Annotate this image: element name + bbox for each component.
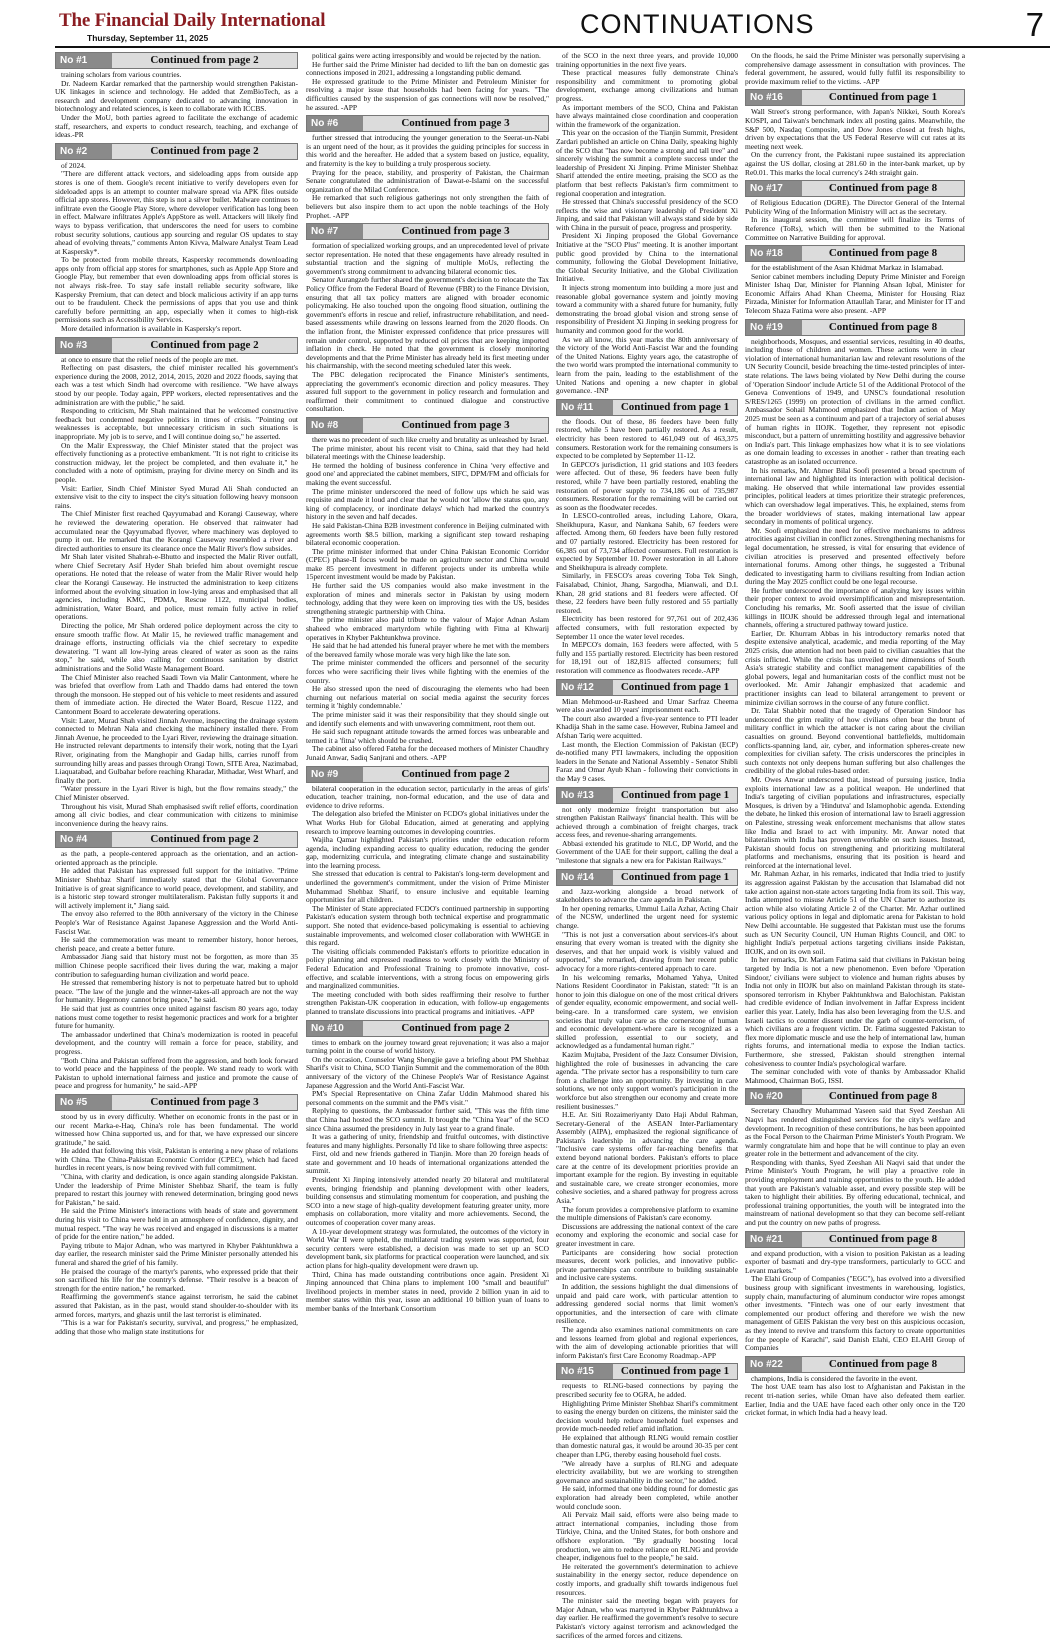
paragraph: He praised the courage of the martyr's parents, who expressed pride that their son sacrificed his life for the country's defense. "Their resolve is a beacon of strength for the entire nation," he remarked. bbox=[55, 1266, 298, 1293]
paragraph: PM's Special Representative on China Zafar Uddin Mahmood shared his personal comments on the summit and the PM's visit." bbox=[306, 1089, 549, 1107]
continued-label: Continued from page 1 bbox=[620, 680, 730, 693]
paragraph: The forum provides a comprehensive platform to examine the multiple dimensions of Pakistan's care economy. bbox=[556, 1204, 738, 1223]
paragraph: The meeting concluded with both sides reaffirming their resolve to further strengthen Pakistan-UK cooperation in education, with follow-up engagements planned to translate discussions into practical programs and initiatives. -APP bbox=[306, 989, 549, 1016]
paragraph: The prime minister also paid tribute to the valour of Major Adnan Aslam shaheed who embraced martyrdom while fighting with Fitna al Khwarij operatives in Khyber Pakhtunkhwa province. bbox=[306, 615, 549, 642]
story-number: No #12 bbox=[557, 680, 613, 695]
story bbox=[745, 1088, 965, 1227]
section-title: CONTINUATIONS bbox=[580, 9, 815, 39]
paragraph: stood by us in every difficulty. Whether on economic fronts in the past or in our recent Marka-e-Haq, China's role has been fundamental. The world witnessed how China supported us, and for that, we have expressed our sincere gratitude," he said. bbox=[55, 1111, 298, 1147]
paragraph: Responding with thanks, Syed Zeeshan Ali Naqvi said that under the Prime Minister's Youth Program, he will play a proactive role in providing employment and training opportunities to the youth. He added that youth are Pakistan's valuable asset, and every possible step will be taken to highlight their abilities. By offering educational, technical, and professional training opportunities, the youth will be integrated into the mainstream of national development so that they can become self-reliant and put the country on new paths of progress. bbox=[745, 1157, 965, 1228]
story-body bbox=[55, 1113, 298, 1336]
paragraph: Mr. Rahman Azhar, in his remarks, indicated that India tried to justify its aggression against Pakistan by the accusation that Islamabad did not take action against non-state actors targeting India from its soil. This way, India attempted to misuse Article 51 of the UN Charter to authorize its action while also violating Article 2 of the Charter. Mr. Azhar outlined various policy options in legal and diplomatic arena for Pakistan to hold New Delhi accountable. He suggested that Pakistan must use the forums such as UN Security Council, UN Human Rights Council, and OIC to highlight India's perpetual actions targeting civilians inside Pakistan, IIOJK, and on its own soil. bbox=[745, 869, 965, 956]
paragraph: Kazim Mujtaba, President of the Jazz Consumer Division, highlighted the role of businesses in advancing the care agenda. "The private sector has a responsibility to turn care from a challenge into an opportunity. By investing in care solutions, we not only support women's participation in the workforce but also strengthen our economy and create more resilient businesses." bbox=[556, 1049, 738, 1111]
paragraph: First, old and new friends gathered in Tianjin. More than 20 foreign heads of state and government and 10 heads of international organizations attended the summit. bbox=[306, 1149, 549, 1176]
paragraph: Secretary Chaudhry Muhammad Yaseen said that Syed Zeeshan Ali Naqvi has rendered distinguished services for the city's welfare and development. In recognition of these contributions, he has been appointed as the Focal Person to the Chairman Prime Minister's Youth Program. We warmly congratulate him and hope that he will continue to play an even greater role in the betterment and advancement of the city. bbox=[745, 1106, 965, 1159]
paragraph: This year on the occasion of the Tianjin Summit, President Zardari published an article on China Daily, speaking highly of the SCO that "has now become a strong and tall tree" and sincerely wishing the summit a complete success under the leadership of President Xi Jinping. Prime Minister Shehbaz Sharif attended the entire meeting, praising the SCO as the platform that best reflects Pakistan's firm commitment to regional cooperation and integration. bbox=[556, 128, 738, 198]
story-number: No #5 bbox=[56, 1095, 112, 1110]
story bbox=[306, 52, 549, 112]
paragraph: The envoy also referred to the 80th anniversary of the victory in the Chinese People's War of Resistance Against Japanese Aggression and the World Anti-Fascist War. bbox=[55, 909, 298, 936]
paragraph: H.E. Ar. Siti Rozaimeriyanty Dato Haji Abdul Rahman, Secretary-General of the ASEAN Inter-Parliamentary Assembly (AIPA), emphasized the regional significance of Pakistan's leadership in advancing the care agenda. "Inclusive care systems offer far-reaching benefits that extend beyond national borders. Pakistan's efforts to place care at the centre of its development priorities provide an important example for the region. By investing in equitable and sustainable care, we create stronger economies, more cohesive societies, and a shared pathway for progress across Asia." bbox=[556, 1110, 738, 1206]
paragraph: He said, informed that one bidding round for domestic gas exploration had already been completed, while another would conclude soon. bbox=[556, 1484, 738, 1511]
story bbox=[745, 180, 965, 242]
continued-label: Continued from page 8 bbox=[828, 1090, 938, 1103]
continued-label: Continued from page 3 bbox=[401, 225, 510, 238]
story bbox=[306, 766, 549, 1017]
story-header bbox=[55, 337, 298, 354]
paragraph: political gains were acting irresponsibly and would be rejected by the nation. bbox=[312, 51, 541, 60]
paragraph: It injects strong momentum into building a more just and reasonable global governance system and jointly moving toward a community with a shared future for humanity, fully demonstrating the broad global vision and strong sense of responsibility of President Xi Jinping in seeking progress for humanity and common good for the world. bbox=[556, 283, 738, 335]
story-body bbox=[556, 418, 738, 676]
paragraph: Earlier, Dr. Khurram Abbas in his introductory remarks noted that despite extensive analytical, academic, and media reporting of the May 2025 crisis, due attention had not been paid to civilian casualties that the crisis inflicted. While the crisis has unveiled new dimensions of South Asia's strategic stability and conflict management capabilities of the global powers, legal and humanitarian costs of the conflict must not be overlooked. Mr. Amir Jahangir emphasized that academic and practitioner insights can lead to bilateral arrangement to prevent or minimize civilian sorrows in the course of any future conflict. bbox=[745, 628, 965, 707]
paragraph: times to embark on the journey toward great rejuvenation; it was also a major turning point in the course of world history. bbox=[306, 1037, 549, 1056]
paragraph: Ambassador Jiang said that history must not be forgotten, as more than 35 million Chinese people sacrificed their lives during the war, making a major contribution to safeguarding human civilization and world peace. bbox=[55, 952, 298, 979]
paragraph: The host UAE team has also lost to Afghanistan and Pakistan in the recent tri-nation series, while Oman have also defeated them earlier. Earlier, India and the UAE have faced each other only once in the T20 cricket format, in which India had a heavy lead. bbox=[745, 1382, 965, 1418]
paragraph: Third, China has made outstanding contributions once again. President Xi Jinping announced that China plans to implement 100 "small and beautiful" livelihood projects in member states in need, provide 2 billion yuan in aid to member states within this year, issue an additional 10 billion yuan of loans to member banks of the Interbank Consortium bbox=[306, 1269, 549, 1313]
story-body bbox=[745, 1250, 965, 1353]
masthead bbox=[55, 4, 1050, 44]
paragraph: The prime minister commended the officers and personnel of the security forces who were sacrificing their lives while fighting with the enemies of the country. bbox=[306, 658, 549, 685]
story bbox=[745, 1231, 965, 1353]
story-header bbox=[745, 180, 965, 197]
paragraph: To be protected from mobile threats, Kaspersky recommends downloading apps only from official app stores for smartphones, such as Apple App Store and Google Play, but remember that even downloading apps from official stores is not always risk-free. To stay safe install reliable security software, like Kaspersky Premium, that can detect and block malicious activity if an app turns out to be fraudulent. Check the permissions of apps that you use and think carefully before permitting an app, especially when it comes to high-risk permissions such as Accessibility Services. bbox=[55, 255, 298, 325]
continued-label: Continued from page 8 bbox=[828, 247, 938, 260]
page-number: 7 bbox=[1025, 6, 1044, 43]
story-number: No #20 bbox=[746, 1089, 802, 1104]
paragraph: The prime minister underscored the need of follow ups which he said was requisite and made it loud and clear that he would not 'allow the status quo, any king of complacency, or inordinate delays' which had marked the country's history in the seven and half decades. bbox=[306, 486, 549, 522]
story bbox=[745, 319, 965, 1086]
column-1 bbox=[55, 52, 298, 1635]
paragraph: of Religious Education (DGRE). The Director General of the Internal Publicity Wing of the Information Ministry will act as the secretary. bbox=[745, 198, 965, 216]
continued-label: Continued from page 8 bbox=[828, 1357, 938, 1370]
paragraph: Replying to questions, the Ambassador further said, "This was the fifth time that China had hosted the SCO summit. It brought the "China Year" of the SCO since China assumed the presidency in July last year to a grand finale. bbox=[306, 1106, 549, 1133]
story-header bbox=[55, 1094, 298, 1111]
story bbox=[556, 399, 738, 676]
paragraph: He said such repugnant attitude towards the armed forces was unbearable and termed it a 'fitna' which should be crushed. bbox=[306, 727, 549, 745]
story-body bbox=[306, 134, 549, 220]
story bbox=[55, 337, 298, 829]
paragraph: On the floods, he said the Prime Minister was personally supervising a comprehensive damage assessment in consultation with provinces. The federal government, he assured, would fully fulfil its responsibility to provide maximum relief to the victims. -APP bbox=[745, 51, 965, 86]
paragraph: On the occasion, Counselor Wang Shengjie gave a briefing about PM Shehbaz Sharif's visit to China, SCO Tianjin Summit and the commemoration of the 80th anniversary of the victory of the Chinese People's War of Resistance Against Japanese Aggression and the World Anti-Fascist War. bbox=[306, 1054, 549, 1090]
story-body bbox=[306, 242, 549, 414]
story bbox=[306, 223, 549, 414]
paragraph: of 2024. bbox=[61, 160, 86, 170]
paragraph: In MEPCO's domain, 163 feeders were affected, with 5 fully and 155 partially restored. Electricity has been restored for 18,191 out of 182,815 affected consumers; full restoration will commence as floodwaters recede.-APP bbox=[556, 640, 738, 675]
paragraph: Reaffirming the government's stance against terrorism, he said the cabinet assured that Pakistan, as in the past, would stand shoulder-to-shoulder with its armed forces, martyrs, and ghazis until the last terrorist is eliminated. bbox=[55, 1292, 298, 1319]
paragraph: He stressed that China's successful presidency of the SCO reflects the wise and visionary leadership of President Xi Jinping, and said that Pakistan will always stand side by side with China in the pursuit of peace, progress and prosperity. bbox=[556, 197, 738, 232]
story-body bbox=[556, 1382, 738, 1640]
story bbox=[306, 115, 549, 220]
story-number: No #8 bbox=[307, 418, 363, 433]
paragraph: Dr. Talat Shabbir noted that the tragedy of Operation Sindoor has underscored the grim reality of how civilians often bear the brunt of military conflict in which the attacker is not caring about the civilian casualties on ground. Beyond conventional battlefields, multidomain conflicts-spanning land, air, cyber, and information spheres-create new complexities for civilian safety. The crisis underscores the principles in such contexts not only deepens human suffering but also challenges the credibility of the global rules-based order. bbox=[745, 706, 965, 776]
paragraph: Responding to criticism, Mr Shah maintained that he welcomed constructive feedback but condemned negative politics in times of crisis. "Pointing out weaknesses is acceptable, but unnecessary criticism in such situations is inappropriate. My job is to serve, and I will continue doing so," he asserted. bbox=[55, 406, 298, 441]
story-number: No #1 bbox=[56, 53, 112, 68]
story-header bbox=[556, 399, 738, 416]
paragraph: President Xi Jinping proposed the Global Governance Initiative at the "SCO Plus" meeting. It is another important public good provided by China to the international community, following the Global Development Initiative, the Global Security Initiative, and the Global Civilization Initiative. bbox=[556, 231, 738, 284]
paragraph: A 10-year development strategy was formulated, the outcomes of the victory in World War II were upheld, the multilateral trading system was supported, four security centers were established, a decision was made to set up an SCO development bank, six platforms for practical cooperation were launched, and six action plans for high-quality development were drawn up. bbox=[306, 1226, 549, 1270]
continued-label: Continued from page 8 bbox=[828, 1232, 938, 1245]
story-body bbox=[556, 806, 738, 866]
paragraph: He further said the Prime Minister had decided to lift the ban on domestic gas connections imposed in 2021, addressing a longstanding public demand. bbox=[306, 59, 549, 78]
paragraph: training scholars from various countries. bbox=[61, 70, 182, 79]
continued-label: Continued from page 1 bbox=[620, 788, 730, 801]
paragraph: He remarked that such religious gatherings not only strengthen the faith of believers but also inspire them to act upon the noble teachings of the Holy Prophet. -APP bbox=[306, 193, 549, 220]
paragraph: Mr Shah later visited Shahrah-e-Bhutto and inspected the Malir River outfall, where Chief Secretary Asif Hyder Shah briefed him about overnight rescue operations. He noted that the release of water from the Malir River would help clear the Korangi Causeway. He instructed the administration to keep citizens informed about the evolving situation in low-lying areas and emphasised that all agencies, including KMC, PDMA, Rescue 1122, municipal bodies, administration, Water Board, and police, must remain fully active in relief operations. bbox=[55, 552, 298, 622]
paragraph: Dr. Nadeem Kardar remarked that the partnership would strengthen Pakistan-UK linkages in science and technology. He added that ZemBioTech, as a research and development company dedicated to advancing innovation in biotechnology and related sciences, is keen to collaborate with ICCBS. bbox=[55, 78, 298, 114]
story-header bbox=[306, 223, 549, 240]
story-header bbox=[556, 1363, 738, 1380]
paragraph: The minister said the meeting began with prayers for Major Adnan, who was martyred in Khyber Pakhtunkhwa a day earlier. He reaffirmed the government's resolve to secure Pakistan's victory against terrorism and acknowledged the sacrifices of the armed forces and citizens. bbox=[556, 1596, 738, 1640]
paragraph: The agenda also examines national commitments on care and lessons learned from global and regional experiences, with the aim of developing actionable priorities that will inform Pakistan's first Care Economy Roadmap.-APP bbox=[556, 1324, 738, 1360]
continued-label: Continued from page 2 bbox=[401, 767, 510, 780]
story-body bbox=[745, 1375, 965, 1418]
story bbox=[306, 417, 549, 763]
paragraph: He said that just as countries once united against fascism 80 years ago, today nations must come together to resist hegemonic practices and work for a brighter future for humanity. bbox=[55, 1003, 298, 1031]
story-body bbox=[55, 71, 298, 140]
story-number: No #19 bbox=[746, 320, 802, 335]
paragraph: He said the Prime Minister's interactions with heads of state and government during his visit to China were held in an atmosphere of confidence, dignity, and mutual respect. "The way he was received and engaged in discussions is a matter of pride for the entire nation," he added. bbox=[55, 1206, 298, 1242]
continued-label: Continued from page 2 bbox=[150, 54, 259, 66]
paragraph: Directing the police, Mr Shah ordered police deployment across the city to ensure smooth traffic flow. At Malir 15, he reviewed traffic management and drainage efforts, instructing officials via the chief secretary to expedite dewatering. "I want all low-lying areas cleared of water as soon as the rains stop," he said, while also calling for continuous sanitation by district administrations and the Solid Waste Management Board. bbox=[55, 621, 298, 673]
story-header bbox=[745, 319, 965, 336]
paragraph: The Minister of State appreciated FCDO's continued partnership in supporting Pakistan's education system through both technical expertise and programmatic support. She noted that evidence-based policymaking is essential to achieving sustainable improvements, and welcomed closer collaboration with WWHGE in this regard. bbox=[306, 903, 549, 948]
paragraph: and expand production, with a vision to position Pakistan as a leading exporter of basmati and dry-type transformers, particularly to GCC and Levant markets." bbox=[745, 1248, 965, 1275]
story-body bbox=[306, 785, 549, 1017]
paragraph: "This is not just a conversation about services-it's about ensuring that every woman is treated with the dignity she deserves, and that her unpaid work is visibly valued and supported," she remarked, drawing from her recent public advocacy for a more rights-centered approach to care. bbox=[556, 929, 738, 973]
story-header bbox=[745, 1088, 965, 1105]
paragraph: "Water pressure in the Lyari River is high, but the flow remains steady," the Chief Minister observed. bbox=[55, 784, 298, 802]
story-header bbox=[55, 143, 298, 160]
story-body bbox=[306, 52, 549, 112]
paragraph: In its inaugural session, the committee will finalize its Terms of Reference (ToRs), which will then be submitted to the National Committee on Narrative Building for approval. bbox=[745, 215, 965, 242]
continued-label: Continued from page 2 bbox=[150, 144, 259, 157]
paragraph: at once to ensure that the relief needs of the people are met. bbox=[61, 354, 238, 364]
paragraph: "We already have a surplus of RLNG and adequate electricity availability, but we are working to strengthen governance and sustainability in the sector," he added. bbox=[556, 1458, 738, 1485]
continued-label: Continued from page 1 bbox=[620, 1365, 730, 1378]
story bbox=[556, 787, 738, 866]
story-body bbox=[556, 698, 738, 784]
story-header bbox=[745, 1231, 965, 1248]
paragraph: neighborhoods, Mosques, and essential services, resulting in 40 deaths, including those of children and women. These actions were in clear violation of international humanitarian law and relevant resolutions of the UN Security Council, beside breaching the time-tested principles of inter-state relations. The laws being violated by New Delhi during the course of 'Operation Sindoor' include Article 51 of the Additional Protocol of the Geneva Conventions of 1949, and UNSC's foundational resolution S/RES/1265 (1999) on protection of civilians in the armed conflict. Ambassador Sohail Mahmood emphasized that Indian action of May 2025 must be seen as a continuum and part of a trajectory of serial abuses of human rights in IIOJK. Together, they represent not episodic misconduct, but a pattern of unremitting hostility and aggressive behavior on India's part. This linkage emphasizes how what it is to see violations as one domain leading to excesses in another - rather than treating each catastrophe as an isolated occurrence. bbox=[745, 336, 965, 466]
story-body bbox=[745, 338, 965, 1086]
masthead-rule bbox=[55, 46, 1050, 48]
paragraph: Praying for the peace, stability, and prosperity of Pakistan, the Chairman Senate congratulated the administration of Dawat-e-Islami on the successful organization of the Milad Conference. bbox=[306, 167, 549, 194]
story-number: No #11 bbox=[557, 400, 613, 415]
story-header bbox=[306, 766, 549, 783]
paragraph: Paying tribute to Major Adnan, who was martyred in Khyber Pakhtunkhwa a day earlier, the research minister said the Prime Minister personally attended his funeral and shared the grief of his family. bbox=[55, 1240, 298, 1267]
paragraph: He explained that although RLNG would remain costlier than domestic natural gas, it would be around 30-35 per cent cheaper than LPG, thereby easing household fuel costs. bbox=[556, 1432, 738, 1460]
paragraph: He stressed that remembering history is not to perpetuate hatred but to uphold peace. "The law of the jungle and the winner-takes-all approach are not the way for humanity. Hegemony cannot bring peace," he said. bbox=[55, 978, 298, 1005]
paragraph: Under the MoU, both parties agreed to facilitate the exchange of academic staff, researchers, and experts to conduct research, teaching, and exchange of ideas.-PR bbox=[55, 112, 298, 140]
paragraph: for the establishment of the Asan Khidmat Markaz in Islamabad. bbox=[751, 263, 944, 273]
story-number: No #7 bbox=[307, 224, 363, 239]
paragraph: Visit: Earlier, Sindh Chief Minister Syed Murad Ali Shah conducted an extensive visit to the city to inspect the city's situation following heavy monsoon rains. bbox=[55, 483, 298, 510]
paragraph: and Jazz-working alongside a broad network of stakeholders to advance the care agenda in Pakistan. bbox=[556, 886, 738, 905]
story-header bbox=[556, 869, 738, 886]
paragraph: In his welcoming remarks, Mohamed Yahya, United Nations Resident Coordinator in Pakistan, stated: "It is an honor to join this dialogue on one of the most critical drivers of gender equality, economic empowerment, and social well-being-care. In a transformed care system, we envision societies that truly value care as the cornerstone of human and economic development-where care is recognized as a skilled profession, essential to our society, and acknowledged as a fundamental human right." bbox=[556, 972, 738, 1051]
paragraph: He expressed gratitude to the Prime Minister and Petroleum Minister for resolving a major issue that households had been facing for years. "The difficulties caused by the suspension of gas connections will now be resolved," he assured. -APP bbox=[306, 76, 549, 112]
continued-label: Continued from page 1 bbox=[620, 870, 730, 883]
story-header bbox=[745, 245, 965, 262]
story bbox=[306, 1020, 549, 1314]
story bbox=[556, 1363, 738, 1640]
continued-label: Continued from page 3 bbox=[150, 1095, 259, 1108]
story bbox=[745, 89, 965, 177]
story-body bbox=[306, 1039, 549, 1314]
paragraph: Mr. Soofi emphasized the need for effective mechanisms to address atrocities against civilian in conflict zones. Strengthening mechanisms for legal documentation, he stressed, is vital for ensuring that evidence of civilian atrocities is preserved and presented effectively before international forums. Among other things, he suggested a Tribunal dedicated to investigating harm to civilians resulting from Indian action during the May 2025 conflict could be one legal recourse. bbox=[745, 525, 965, 587]
paragraph: Highlighting Prime Minister Shehbaz Sharif's commitment to easing the energy burden on citizens, the minister said the decision would help reduce household fuel expenses and provide much-needed relief amid inflation. bbox=[556, 1398, 738, 1434]
story-body bbox=[55, 850, 298, 1091]
paragraph: These practical measures fully demonstrate China's responsibility and commitment to promoting global development, exchange among civilizations and human progress. bbox=[556, 68, 738, 103]
story-number: No #22 bbox=[746, 1357, 802, 1372]
story-header bbox=[745, 1356, 965, 1373]
paragraph: "There are different attack vectors, and sideloading apps from outside app stores is one of them. Google's recent initiative to verify developers even for sideloaded apps is an attempt to counter malware spread via APK files outside official app stores. However, this step is not a silver bullet. Malware continues to infiltrate even the Google Play Store, where developer verification has long been in effect. Malware infiltrates Apple's AppStore as well. Attackers will likely find ways to bypass verification, that underscores the need for users to combine robust security solutions, cautious app sourcing and regular OS updates to stay ahead of evolving threats," comments Anton Kivva, Malware Analyst Team Lead at Kaspersky*. bbox=[55, 169, 298, 256]
paragraph: The prime minister informed that under China Pakistan Economic Corridor (CPEC) phase-II focus would be made on agriculture sector and China would make 85 percent investment in different projects under its umbrella while 15percent investment would be made by Pakistan. bbox=[306, 546, 549, 582]
paragraph: Senator Aurangzeb further shared the government's decision to relocate the Tax Policy Office from the Federal Board of Revenue (FBR) to the Finance Division, ensuring that all tax policy matters are aligned with broader economic policymaking. He also touched upon the ongoing flood situation, outlining the government's efforts in rescue and relief, infrastructure rehabilitation, and need-based assessments while drawing on lessons learned from the 2020 floods. On the inflation front, the Minister expressed confidence that price pressures will remain under control, supported by reduced oil prices that are keeping imported inflation in check. He noted that the government is closely monitoring developments and that the Prime Minister has already held its first meeting under his chairmanship, with the second meeting scheduled later this week. bbox=[306, 275, 549, 371]
story bbox=[745, 52, 965, 86]
story-header bbox=[306, 417, 549, 434]
paragraph: Last month, the Election Commission of Pakistan (ECP) de-notified many PTI lawmakers, including the opposition leaders in the Senate and National Assembly - Senator Shibli Faraz and Omar Ayub Khan - following their convictions in the May 9 cases. bbox=[556, 739, 738, 783]
story bbox=[556, 52, 738, 396]
paragraph: Similarly, in FESCO's areas covering Toba Tek Singh, Faisalabad, Chiniot, Jhang, Sargodha, Mianwali, and D.I. Khan, 28 grid stations and 81 feeders were affected. Of these, 22 feeders have been fully restored and 55 partially restored. bbox=[556, 571, 738, 615]
story-header bbox=[55, 52, 298, 69]
paragraph: further stressed that introducing the younger generation to the Seerat-un-Nabi is an urgent need of the hour, as it provides the guiding principles for success in this world and the hereafter. He added that a system based on justice, equality, and fraternity is the key to building a truly prosperous society. bbox=[306, 133, 549, 168]
continued-label: Continued from page 8 bbox=[828, 320, 938, 333]
paragraph: He reiterated the government's determination to achieve sustainability in the energy sector, reduce dependence on costly imports, and gradually shift towards indigenous fuel resources. bbox=[556, 1561, 738, 1597]
paragraph: He further said the US companies would also make investment in the exploration of mines and minerals sector in Pakistan by using modern technology, adding that they were keen on improving ties with the US, besides strengthening strategic partnership with China. bbox=[306, 581, 549, 616]
continued-label: Continued from page 2 bbox=[150, 338, 259, 351]
paragraph: As we all know, this year marks the 80th anniversary of the victory of the World Anti-Fascist War and the founding of the United Nations. Eighty years ago, the catastrophe of the two world wars prompted the international community to learn from the pain, leading to the establishment of the United Nations and opening a new chapter in global governance. -INP bbox=[556, 334, 738, 396]
story-body bbox=[55, 162, 298, 334]
story-body bbox=[745, 264, 965, 316]
paragraph: In addition, the sessions highlight the dual dimensions of unpaid and paid care work, with particular attention to addressing gendered social norms that limit women's opportunities, and the intersection of care with climate resilience. bbox=[556, 1281, 738, 1326]
paragraph: Discussions are addressing the national context of the care economy and exploring the economic and social case for greater investment in care. bbox=[556, 1221, 738, 1248]
continued-label: Continued from page 2 bbox=[150, 833, 259, 846]
story-header bbox=[306, 1020, 549, 1037]
story-header bbox=[306, 115, 549, 132]
paragraph: It was a gathering of unity, friendship and fruitful outcomes, with distinctive features and many highlights. Personally I'd like to share following three aspects: bbox=[306, 1132, 549, 1150]
story-number: No #2 bbox=[56, 144, 112, 159]
continued-label: Continued from page 2 bbox=[401, 1021, 510, 1034]
story-number: No #15 bbox=[557, 1364, 613, 1379]
paragraph: Reflecting on past disasters, the chief minister recalled his government's experience during the 2008, 2012, 2014, 2015, 2020 and 2022 floods, saying that each was a test which Sindh had overcome with resilience. "We have always stood by our people. Today again, PPP workers, elected representatives and the administration are with the public," he said. bbox=[55, 363, 298, 407]
paragraph: He further underscored the importance of analyzing key issues within their proper context to avoid oversimplification and misrepresentation. Concluding his remarks, Mr. Soofi asserted that the issue of civilian killings in IIOJK should be addressed through legal and international channels, offering a structured pathway toward justice. bbox=[745, 585, 965, 630]
paragraph: Mr. Owes Anwar underscored that, instead of pursuing justice, India exploits international law as a political weapon. He underlined that India's targeting of civilian populations and infrastructures, especially Mosques, is driven by a 'Hindutva' and Islamophobic agenda. Extending the debate, he linked this erosion of international law to Israeli aggression on Palestine, stressing weak enforcement mechanisms that allow states like India and Israel to act with impunity. Mr. Anwar noted that bilateralism with India has proven unworkable on such issues. Instead, Pakistan should focus on strengthening and prioritizing multilateral platforms and mechanisms, ensuring that its position is heard and reinforced at the international level. bbox=[745, 774, 965, 870]
story bbox=[556, 679, 738, 784]
story bbox=[55, 831, 298, 1091]
story-body bbox=[556, 52, 738, 396]
paragraph: The PBC delegation reciprocated the Finance Minister's sentiments, appreciating the government's economic direction and policy measures. They assured full support to the government in policy research and formulation and reaffirmed their commitment to continued dialogue and constructive consultation. bbox=[306, 370, 549, 414]
paragraph: He added that following this visit, Pakistan is entering a new phase of relations with China. The China-Pakistan Economic Corridor (CPEC), which had faced hurdles in recent years, is now being revived with full commitment. bbox=[55, 1146, 298, 1173]
paragraph: In her remarks, Dr. Mariam Fatima said that civilians in Pakistan being targeted by India is not a new phenomenon. Even before 'Operation Sindoor,' civilians were subject to violence and human rights abuses by India not only in IIOJK but also on mainland Pakistan through its state-sponsored terrorism in Khyber Pakhtunkhwa and Balochistan. Pakistan had credible evidence of Indian involvement in Jaffar Express incident earlier this year. Lately, India has also been leveraging from the U.S. and Israeli tactics to counter dissent under the garb of counter-terrorism, of which civilians are a frequent victim. Dr. Fatima suggested Pakistan to flex more diplomatic muscle and use the help of international law, human rights forums, and international media to expose the Indian tactics. Furthermore, she stressed, Pakistan should strengthen internal cohesiveness to counter India's psychological warfare. bbox=[745, 955, 965, 1068]
paragraph: He said that he had attended his funeral prayer where he met with the members of the bereaved family whose morale was very high like the late son. bbox=[306, 641, 549, 659]
continued-label: Continued from page 3 bbox=[401, 117, 510, 130]
paragraph: Participants are considering how social protection measures, decent work policies, and innovative public-private partnerships can contribute to building sustainable and inclusive care systems. bbox=[556, 1247, 738, 1283]
continued-label: Continued from page 8 bbox=[828, 182, 938, 195]
paragraph: The Chief Minister also reached Saadi Town via Malir Cantonment, where he was briefed that overflow from Lath and Thaddo dams had entered the town through the monsoon. He stepped out of his vehicle to meet residents and assured them of immediate action. He directed the Water Board, Rescue 1122, and Cantonment Board to accelerate dewatering operations. bbox=[55, 672, 298, 716]
story-number: No #21 bbox=[746, 1232, 802, 1247]
story-body bbox=[745, 108, 965, 177]
story-body bbox=[306, 436, 549, 763]
paragraph: He said Pakistan-China B2B investment conference in Beijing culminated with agreements worth $8.5 billion, marking a significant step toward reshaping bilateral economic cooperation. bbox=[306, 520, 549, 548]
paragraph: Wajiha Qamar highlighted Pakistan's priorities under the education reform agenda, including expanding access to quality education, reducing the gender gap, modernizing curricula, and integrating climate change and sustainability into the learning process. bbox=[306, 835, 549, 870]
story-number: No #4 bbox=[56, 832, 112, 847]
paragraph: of the SCO in the next three years, and provide 10,000 training opportunities in the next five years. bbox=[556, 51, 738, 69]
story-body bbox=[745, 52, 965, 86]
story bbox=[55, 52, 298, 140]
column-4 bbox=[745, 52, 965, 1635]
issue-date: Thursday, September 11, 2025 bbox=[87, 33, 209, 43]
column-2 bbox=[306, 52, 549, 1635]
story bbox=[745, 245, 965, 316]
story-header bbox=[556, 787, 738, 804]
story bbox=[55, 143, 298, 334]
story-number: No #18 bbox=[746, 246, 802, 261]
story-number: No #9 bbox=[307, 767, 363, 782]
paragraph: As important members of the SCO, China and Pakistan have always maintained close coordination and cooperation within the framework of the organization. bbox=[556, 102, 738, 129]
paragraph: President Xi Jinping intensively attended nearly 20 bilateral and multilateral events, bringing friendship and planning development with other leaders, building consensus and stimulating momentum for cooperation, and pushing the SCO into a new stage of high-quality development featuring greater unity, more emphasis on collaboration, more vitality and more achievements. Second, the outcomes of cooperation cover many areas. bbox=[306, 1175, 549, 1228]
continued-label: Continued from page 3 bbox=[401, 418, 510, 431]
paragraph: He added that Pakistan has expressed full support for the initiative. "Prime Minister Shehbaz Sharif immediately stated that the Global Governance Initiative is of great significance to world peace, development, and stability, and is a historic step toward stronger multilateralism. Pakistan fully supports it and will actively implement it," Jiang said. bbox=[55, 866, 298, 910]
paragraph: Throughout his visit, Murad Shah emphasised swift relief efforts, coordination among all civic bodies, and clear communication with citizens to minimise inconvenience during the heavy rains. bbox=[55, 801, 298, 828]
paragraph: Mian Mehmood-ur-Rasheed and Umar Sarfraz Cheema were also awarded 10 years' imprisonment each. bbox=[556, 696, 738, 715]
paragraph: The cabinet also offered Fateha for the deceased mothers of Minister Chaudhry Junaid Anwar, Sadiq Sanjrani and others. -APP bbox=[306, 744, 549, 762]
story-number: No #10 bbox=[307, 1021, 363, 1036]
paragraph: He termed the holding of business conference in China 'very effective and good one' and appreciated the cabinet members, SIFC, DPM/FM and officials for making the event successful. bbox=[306, 460, 549, 487]
story-number: No #6 bbox=[307, 116, 363, 131]
paragraph: More detailed information is available in Kaspersky's report. bbox=[61, 324, 242, 334]
story bbox=[55, 1094, 298, 1336]
paragraph: In LESCO-controlled areas, including Lahore, Okara, Sheikhupura, Kasur, and Nankana Sahib, 67 feeders were affected. Among them, 60 feeders have been fully restored and 07 partially restored. Electricity has been restored for 66,385 out of 73,734 affected consumers. Full restoration is expected by September 10. Power restoration in all Lahore and Sheikhupura is already complete. bbox=[556, 511, 738, 572]
paragraph: In her opening remarks, Ummul Laila Azhar, Acting Chair of the NCSW, underlined the urgent need for systemic change. bbox=[556, 903, 738, 931]
story-number: No #16 bbox=[746, 90, 802, 105]
story-body bbox=[745, 1107, 965, 1227]
paragraph: requests to RLNG-based connections by paying the prescribed security fee to OGRA, he added. bbox=[556, 1381, 738, 1399]
paragraph: In his remarks, Mr. Ahmer Bilal Soofi presented a broad spectrum of international law and highlighted its interaction with political decision-making. He observed that while international law provides essential principles, political leaders at times prioritize their strategic preferences, which can overshadow legal imperatives. This, he explained, stems from the broader worldviews of states, making international law appear secondary in moments of political urgency. bbox=[745, 465, 965, 527]
story-header bbox=[55, 831, 298, 848]
paragraph: not only modernize freight transportation but also strengthen Pakistan Railways' financial health. This will be achieved through a combination of freight charges, track access fees, and revenue-sharing arrangements. bbox=[556, 804, 738, 840]
paragraph: The seminar concluded with vote of thanks by Ambassador Khalid Mahmood, Chairman BoG, ISSI. bbox=[745, 1067, 965, 1085]
story-number: No #14 bbox=[557, 870, 613, 885]
continued-label: Continued from page 1 bbox=[620, 400, 730, 413]
paragraph: The ambassador underlined that China's modernization is rooted in peaceful development, and the country will remain a force for peace, stability, and progress. bbox=[55, 1029, 298, 1056]
paragraph: Ali Pervaiz Mail said, efforts were also being made to attract international companies, including those from Türkiye, China, and the United States, for both onshore and offshore exploration. "By gradually boosting local production, we aim to reduce reliance on RLNG and provide cheaper, indigenous fuel to the people," he said. bbox=[556, 1510, 738, 1563]
paragraph: there was no precedent of such like cruelty and brutality as unleashed by Israel. bbox=[312, 434, 549, 444]
paragraph: On the currency front, the Pakistani rupee sustained its appreciation against the US dollar, closing at 281.60 in the inter-bank market, up by Re0.01. This marks the local currency's 24th straight gain. bbox=[745, 150, 965, 177]
paragraph: The prime minister said it was their responsibility that they should single out and identify such elements and with unwavering commitment, root them out. bbox=[306, 709, 549, 728]
story-body bbox=[55, 356, 298, 829]
paragraph: Visit: Later, Murad Shah visited Jinnah Avenue, inspecting the drainage system connected to Mehran Nala and checking the machinery installed there. From Jinnah Avenue, he proceeded to the Lyari River, reviewing the drainage situation. He instructed relevant departments to intensify their work, noting that the Lyari River, originating from the Manghopir and Gadap hills, carries runoff from surrounding hilly areas and passes through Orangi Town, SITE Area, Nazimabad, Liaquatabad, and Gulbahar before reaching Kharadar, Mithadar, West Wharf, and finally the port. bbox=[55, 715, 298, 785]
paragraph: as the path, a people-centered approach as the orientation, and an action-oriented approach as the principle. bbox=[55, 849, 298, 867]
story bbox=[556, 869, 738, 1361]
paragraph: The visiting officials commended Pakistan's efforts to prioritize education in policy planning and expressed readiness to work closely with the Ministry of Federal Education and Professional Training to promote innovative, cost-effective, and scalable interventions, with a strong focus on empowering girls and marginalized communities. bbox=[306, 946, 549, 991]
paragraph: formation of specialized working groups, and an unprecedented level of private sector representation. He noted that these engagements have already resulted in substantial traction and the signing of multiple MoUs, reflecting the government's strong commitment to advancing bilateral economic ties. bbox=[306, 241, 549, 276]
paragraph: Wall Street's strong performance, with Japan's Nikkei, South Korea's KOSPI, and Taiwan's benchmark index all posting gains. Meanwhile, the S&P 500, Nasdaq Composite, and Dow Jones closed at fresh highs, driven by expectations that the US Federal Reserve will cut rates at its meeting next week. bbox=[745, 107, 965, 151]
paragraph: On the Malir Expressway, the Chief Minister stated that the project was effectively functioning as a protective embankment. "It is not right to criticise its construction midway, let the project be completed, and then evaluate it," he concluded with a note of optimism, praying for divine mercy on Sindh and its people. bbox=[55, 440, 298, 484]
story-number: No #3 bbox=[56, 338, 112, 353]
story bbox=[745, 1356, 965, 1418]
paragraph: bilateral cooperation in the education sector, particularly in the areas of girls' education, teacher training, non-formal education, and the use of data and evidence to drive reforms. bbox=[306, 783, 549, 810]
story-header bbox=[745, 89, 965, 106]
paragraph: The prime minister, about his recent visit to China, said that they had held bilateral meetings with the Chinese leadership. bbox=[306, 443, 549, 462]
paragraph: He also stressed upon the need of discouraging the elements who had been churning out nefarious material on social media against the security forces terming it 'highly condemnable.' bbox=[306, 684, 549, 711]
story-body bbox=[745, 199, 965, 242]
paragraph: the floods. Out of these, 86 feeders have been fully restored, while 5 have been partially restored. As a result, electricity has been restored to 461,049 out of 463,375 consumers. Restoration work for the remaining consumers is expected to be completed by September 11-12. bbox=[556, 416, 738, 461]
continued-label: Continued from page 1 bbox=[828, 91, 938, 104]
paragraph: champions, India is considered the favorite in the event. bbox=[751, 1373, 918, 1383]
paragraph: The Elahi Group of Companies ("EGC"), has evolved into a diversified business group with significant investments in warehousing, logistics, supply chain, manufacturing of aluminum conductor wire ropes amongst other investments. "Fintech was one of our early investment that complemented our product offering and therefore we wish the new management of GEIS Pakistan the very best on this auspicious occasion, as they intend to revive and transform this factory to create opportunities for the people of Karachi", said Danish Elahi, CEO ELAHI Group of Companies bbox=[745, 1274, 965, 1353]
paragraph: "This is a war for Pakistan's security, survival, and progress," he emphasized, adding that those who malign state institutions for bbox=[55, 1318, 298, 1336]
story-number: No #13 bbox=[557, 788, 613, 803]
column-3 bbox=[556, 51, 738, 1640]
newspaper-title: The Financial Daily International bbox=[59, 10, 326, 31]
story-body bbox=[556, 888, 738, 1361]
paragraph: Senior cabinet members including Deputy Prime Minister and Foreign Minister Ishaq Dar, Minister for Planning Ahsan Iqbal, Minister for Economic Affairs Ahad Khan Cheema, Minister for Housing Riaz Pirzada, Minister for Information Attaullah Tarar, and Minister for IT and Telecom Shaza Fatima were also present. -APP bbox=[745, 271, 965, 316]
story-header bbox=[556, 679, 738, 696]
paragraph: "China, with clarity and dedication, is once again standing alongside Pakistan. Under the leadership of Prime Minister Shehbaz Sharif, the team is fully prepared to restart this journey with renewed determination, bringing good news for Pakistan," he said. bbox=[55, 1172, 298, 1207]
story-number: No #17 bbox=[746, 181, 802, 196]
paragraph: The Chief Minister first reached Qayyumabad and Korangi Causeway, where he reviewed the dewatering operation. He observed that rainwater had accumulated near the Qayyumabad flyover, where machinery was deployed to pump it out. He remarked that the Korangi Causeway resembled a river and directed authorities to ensure its clearance once the Malir River's flow subsides. bbox=[55, 509, 298, 553]
paragraph: He said the commemoration was meant to remember history, honor heroes, cherish peace, and create a better future. bbox=[55, 935, 298, 953]
paragraph: Abbasi extended his gratitude to NLC, DP World, and the Government of the UAE for their support, calling the deal a "milestone that signals a new era for Pakistan Railways." bbox=[556, 838, 738, 866]
paragraph: In GEPCO's jurisdiction, 11 grid stations and 103 feeders were affected. Out of these, 96 feeders have been fully restored, while 7 have been partially restored, enabling the restoration of power supply to 734,186 out of 735,987 consumers. Restoration for the remaining will be carried out as soon as the floodwater recedes. bbox=[556, 459, 738, 512]
paragraph: The court also awarded a five-year sentence to PTI leader Khadija Shah in the same case. However, Rubina Jameel and Afshan Tariq were acquitted. bbox=[556, 713, 738, 740]
paragraph: The delegation also briefed the Minister on FCDO's global initiatives under the What Works Hub for Global Education, aimed at generating and applying research to improve learning outcomes in developing countries. bbox=[306, 809, 549, 836]
paragraph: She stressed that education is central to Pakistan's long-term development and underlined the government's commitment, under the vision of Prime Minister Muhammad Shehbaz Sharif, to ensure inclusive and equitable learning opportunities for all children. bbox=[306, 869, 549, 905]
paragraph: Electricity has been restored for 97,761 out of 202,436 affected consumers, with full restoration expected by September 11 once the water level recedes. bbox=[556, 614, 738, 641]
paragraph: "Both China and Pakistan suffered from the aggression, and both look forward to world peace and the happiness of the people. We stand ready to work with Pakistan to uphold international fairness and justice and promote the cause of peace and progress for humanity," he said.-APP bbox=[55, 1055, 298, 1091]
